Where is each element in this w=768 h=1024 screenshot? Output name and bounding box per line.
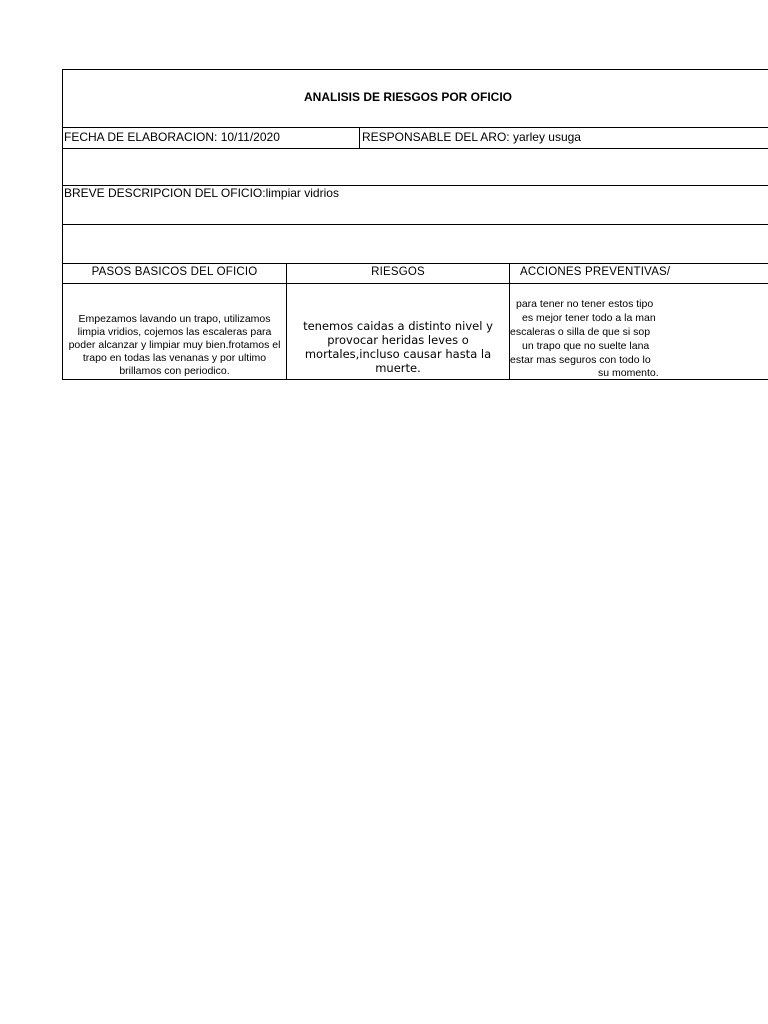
acciones-line: estar mas seguros con todo lo	[510, 354, 651, 366]
border-header-bottom	[62, 283, 768, 284]
fecha-elaboracion: FECHA DE ELABORACION: 10/11/2020	[64, 130, 280, 144]
header-riesgos: RIESGOS	[371, 266, 425, 278]
document-title: ANALISIS DE RIESGOS POR OFICIO	[303, 90, 513, 104]
pasos-basicos-text: Empezamos lavando un trapo, utilizamos limpia vridios, cojemos las escaleras para poder alcanzar y limpiar muy bien.frotamos el trapo en todas las venanas y por ultimo brillamos con periodico.	[68, 313, 281, 377]
border-table-bottom	[62, 379, 768, 380]
riesgos-text: tenemos caidas a distinto nivel y provocar heridas leves o mortales,incluso causar hasta la muerte.	[303, 319, 493, 375]
border-descripcion-bottom	[62, 224, 768, 225]
border-fecha-divider	[359, 127, 360, 149]
acciones-line: su momento.	[598, 367, 659, 378]
border-left	[62, 69, 63, 380]
acciones-preventivas-cell	[510, 298, 768, 378]
border-top	[62, 69, 768, 70]
acciones-line: escaleras o silla de que si sop	[510, 326, 651, 338]
acciones-line: un trapo que no suelte lana	[522, 340, 650, 352]
border-fecha-bottom	[62, 148, 768, 149]
acciones-line: para tener no tener estos tipo	[516, 298, 654, 310]
header-pasos-basicos: PASOS BASICOS DEL OFICIO	[91, 266, 258, 278]
breve-descripcion: BREVE DESCRIPCION DEL OFICIO:limpiar vidrios	[64, 186, 339, 200]
responsable-aro: RESPONSABLE DEL ARO: yarley usuga	[362, 130, 581, 144]
header-acciones-preventivas: ACCIONES PREVENTIVAS/	[520, 266, 671, 278]
acciones-line: es mejor tener todo a la man	[522, 312, 656, 324]
border-title-bottom	[62, 127, 768, 128]
border-blank2-bottom	[62, 263, 768, 264]
